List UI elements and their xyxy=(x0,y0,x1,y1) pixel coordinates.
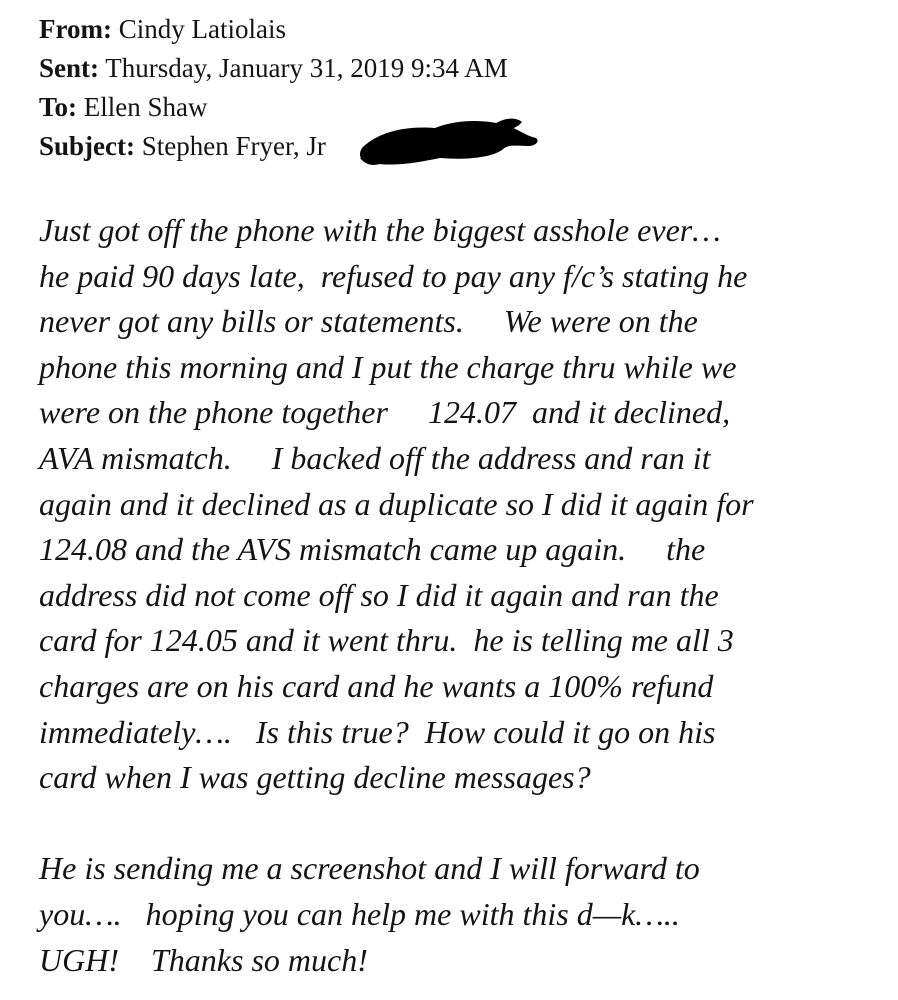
body-line: he paid 90 days late, refused to pay any f/c’s stating he xyxy=(39,257,748,294)
body-line: charges are on his card and he wants a 100% refund xyxy=(39,667,714,704)
to-label: To: xyxy=(39,92,78,122)
body-line: address did not come off so I did it again and ran the xyxy=(39,576,719,613)
body-line: were on the phone together 124.07 and it declined, xyxy=(39,394,731,431)
sent-value: Thursday, January 31, 2019 9:34 AM xyxy=(105,53,508,83)
from-value: Cindy Latiolais xyxy=(118,14,286,44)
subject-label: Subject: xyxy=(39,131,135,161)
from-row xyxy=(39,10,508,49)
body-line: phone this morning and I put the charge thru while we xyxy=(39,348,737,385)
redaction-scribble xyxy=(340,108,540,170)
paragraph-gap xyxy=(39,801,889,847)
body-line: AVA mismatch. I backed off the address and ran it xyxy=(39,439,711,476)
from-label: From: xyxy=(39,14,112,44)
body-line: UGH! Thanks so much! xyxy=(39,941,368,978)
body-line: never got any bills or statements. We were on the xyxy=(39,303,698,340)
body-line: card for 124.05 and it went thru. he is telling me all 3 xyxy=(39,622,734,659)
body-line: He is sending me a screenshot and I will forward to xyxy=(39,850,700,887)
body-line: 124.08 and the AVS mismatch came up again. the xyxy=(39,531,706,568)
body-line: you…. hoping you can help me with this d—k….. xyxy=(39,895,680,932)
sent-row xyxy=(39,49,508,88)
body-line: card when I was getting decline messages? xyxy=(39,759,591,796)
body-line: Just got off the phone with the biggest asshole ever… xyxy=(39,212,721,248)
email-body xyxy=(39,208,889,983)
to-value: Ellen Shaw xyxy=(83,92,208,122)
body-line: immediately…. Is this true? How could it go on his xyxy=(39,713,716,750)
subject-value: Stephen Fryer, Jr xyxy=(141,131,326,161)
sent-label: Sent: xyxy=(39,53,99,83)
body-line: again and it declined as a duplicate so I did it again for xyxy=(39,485,754,522)
